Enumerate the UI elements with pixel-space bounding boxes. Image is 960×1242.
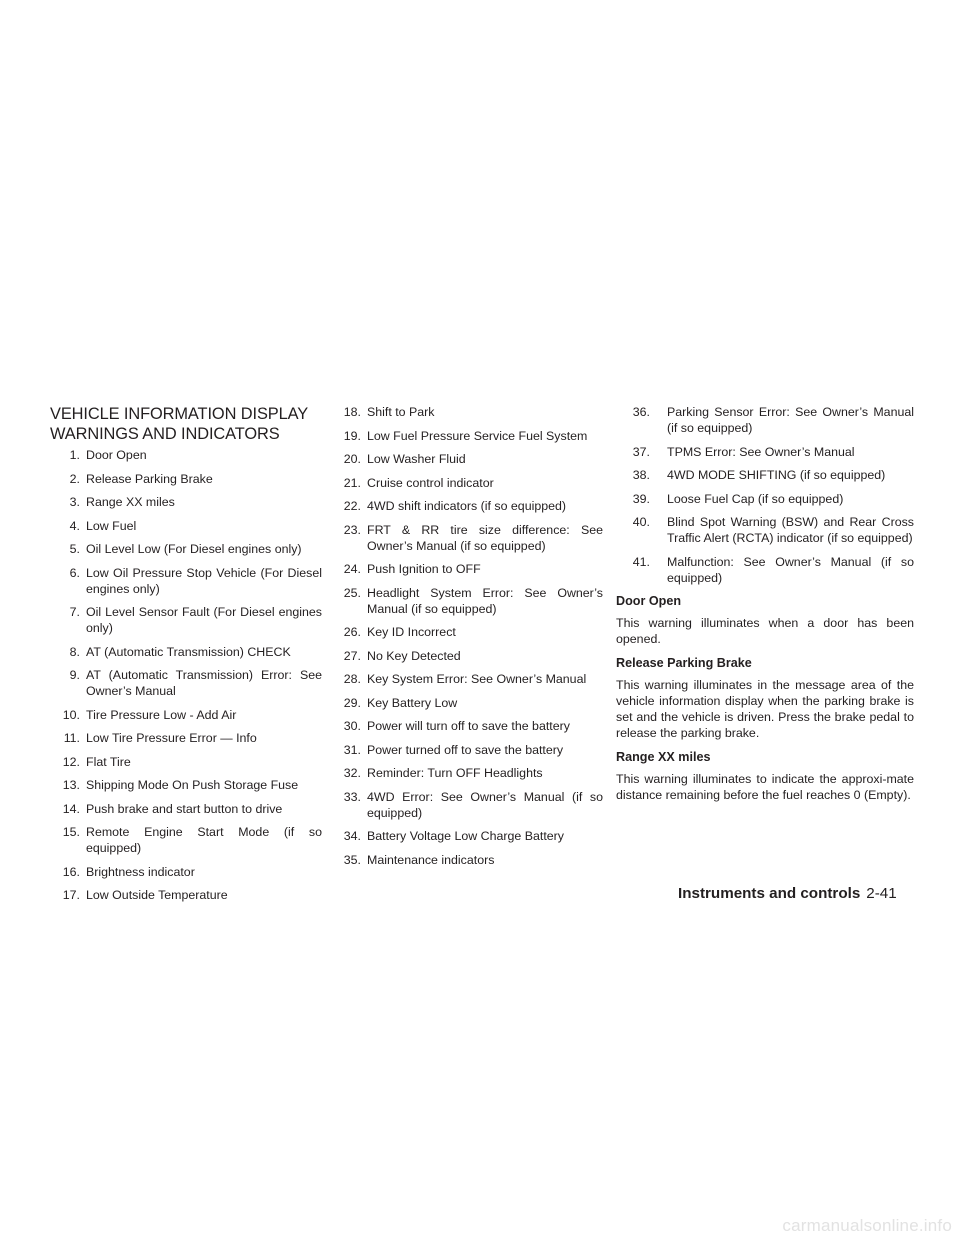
- list-item: [328, 742, 603, 758]
- list-item: [328, 765, 603, 781]
- list-item: [629, 444, 914, 460]
- list-item-text: Blind Spot Warning (BSW) and Rear Cross Traffic Alert (RCTA) indicator (if so equipped): [667, 515, 914, 545]
- list-item-text: Remote Engine Start Mode (if so equipped): [86, 825, 322, 855]
- list-item-text: Low Oil Pressure Stop Vehicle (For Diesel engines only): [86, 565, 322, 596]
- section-title: [50, 404, 322, 444]
- list-item-number: 10.: [62, 707, 80, 722]
- list-item-number: 28.: [343, 672, 361, 686]
- list-item-number: 34.: [343, 829, 361, 843]
- list-item-number: 22.: [343, 499, 361, 513]
- list-item: [328, 695, 603, 711]
- list-item: [328, 789, 603, 821]
- list-item-text: Oil Level Sensor Fault (For Diesel engines only): [86, 605, 322, 635]
- list-item-text: Low Tire Pressure Error — Info: [86, 731, 257, 745]
- list-item-text: Cruise control indicator: [367, 475, 494, 490]
- description-heading: Range XX miles: [616, 750, 711, 764]
- list-item-text: AT (Automatic Transmission) Error: See Owner’s Manual: [86, 668, 322, 698]
- list-item-text: Key System Error: See Owner’s Manual: [367, 672, 587, 686]
- list-item-number: 26.: [343, 625, 361, 639]
- list-item-number: 6.: [69, 565, 80, 580]
- list-item: [328, 648, 603, 664]
- section-title-line: VEHICLE INFORMATION DISPLAY: [50, 405, 309, 423]
- list-item-text: Release Parking Brake: [86, 471, 213, 486]
- list-item: [50, 471, 322, 487]
- list-item-text: TPMS Error: See Owner’s Manual: [667, 444, 855, 459]
- list-item-text: Parking Sensor Error: See Owner’s Manual (if so equipped): [667, 405, 914, 435]
- list-item-text: FRT & RR tire size difference: See Owner’s Manual (if so equipped): [367, 522, 603, 553]
- list-item: [629, 491, 914, 507]
- column-middle: [328, 404, 603, 875]
- list-item-number: 40.: [632, 515, 650, 529]
- list-item-text: Power turned off to save the battery: [367, 742, 564, 757]
- list-item: [50, 604, 322, 636]
- list-item-text: Loose Fuel Cap (if so equipped): [667, 491, 844, 506]
- description-text: This warning illuminates to indicate the approxi-mate distance remaining before the fuel reaches 0 (Empty).: [616, 772, 914, 802]
- list-item-text: Flat Tire: [86, 754, 131, 769]
- list-item-number: 7.: [69, 605, 80, 619]
- list-item: [629, 404, 914, 436]
- list-item-text: Range XX miles: [86, 495, 175, 509]
- list-item-number: 8.: [69, 644, 80, 659]
- list-item: [50, 754, 322, 770]
- list-item-text: Malfunction: See Owner’s Manual (if so equipped): [667, 554, 914, 585]
- list-item-text: Power will turn off to save the battery: [367, 719, 570, 733]
- list-item-number: 37.: [632, 444, 650, 459]
- list-item: [328, 585, 603, 617]
- list-item: [50, 824, 322, 856]
- list-item-number: 2.: [69, 471, 80, 486]
- list-item: [328, 624, 603, 640]
- list-item-text: Battery Voltage Low Charge Battery: [367, 829, 564, 843]
- list-item-text: Low Fuel Pressure Service Fuel System: [367, 428, 588, 443]
- list-item-text: Low Washer Fluid: [367, 452, 466, 466]
- list-item-text: AT (Automatic Transmission) CHECK: [86, 644, 291, 659]
- footer-section-name: Instruments and controls: [678, 885, 861, 902]
- list-item-number: 19.: [343, 428, 361, 443]
- list-item-text: Key ID Incorrect: [367, 625, 456, 639]
- list-item-text: Shipping Mode On Push Storage Fuse: [86, 778, 299, 792]
- list-item: [629, 514, 914, 546]
- list-item: [328, 428, 603, 444]
- list-item-text: 4WD Error: See Owner’s Manual (if so equipped): [367, 789, 603, 820]
- list-item-number: 25.: [343, 585, 361, 600]
- list-item-text: 4WD MODE SHIFTING (if so equipped): [667, 468, 886, 482]
- list-item-text: Reminder: Turn OFF Headlights: [367, 766, 543, 780]
- list-item-number: 9.: [69, 668, 80, 682]
- list-item-number: 20.: [343, 452, 361, 466]
- list-item-number: 5.: [69, 542, 80, 556]
- list-item-number: 12.: [62, 754, 80, 769]
- list-item-text: Low Outside Temperature: [86, 888, 228, 902]
- list-item: [328, 451, 603, 467]
- list-item-number: 30.: [343, 719, 361, 733]
- list-item: [629, 467, 914, 483]
- list-item-number: 35.: [343, 852, 361, 867]
- list-item: [328, 475, 603, 491]
- list-item-number: 15.: [62, 825, 80, 839]
- list-item-text: Push brake and start button to drive: [86, 801, 283, 816]
- list-item: [328, 671, 603, 687]
- list-item-text: Push Ignition to OFF: [367, 562, 481, 576]
- list-item: [328, 852, 603, 868]
- list-item-text: Maintenance indicators: [367, 852, 495, 867]
- list-item: [50, 565, 322, 597]
- list-item-number: 32.: [343, 766, 361, 780]
- watermark: carmanualsonline.info: [782, 1216, 952, 1235]
- list-item-number: 13.: [62, 778, 80, 792]
- list-item-number: 3.: [69, 495, 80, 509]
- list-item: [328, 404, 603, 420]
- page-footer: [678, 884, 897, 904]
- list-item: [50, 541, 322, 557]
- list-item: [328, 498, 603, 514]
- list-item-number: 36.: [632, 405, 650, 419]
- list-item-text: No Key Detected: [367, 648, 461, 663]
- list-item-number: 11.: [63, 731, 80, 745]
- list-item-text: Oil Level Low (For Diesel engines only): [86, 542, 302, 556]
- column-right: [616, 404, 914, 811]
- list-item: [50, 707, 322, 723]
- description-heading: Door Open: [616, 594, 682, 608]
- indicator-list-part-1: [50, 447, 322, 903]
- list-item-number: 23.: [343, 522, 361, 537]
- list-item-number: 27.: [343, 648, 361, 663]
- page-number: 2-41: [866, 885, 897, 902]
- list-item-number: 21.: [343, 475, 361, 490]
- list-item-number: 31.: [343, 742, 361, 757]
- list-item-number: 4.: [69, 518, 80, 533]
- list-item-text: 4WD shift indicators (if so equipped): [367, 499, 567, 513]
- list-item-text: Key Battery Low: [367, 695, 458, 710]
- list-item: [629, 554, 914, 586]
- list-item-number: 38.: [632, 468, 650, 482]
- description-heading: Release Parking Brake: [616, 656, 752, 670]
- section-title-line: WARNINGS AND INDICATORS: [50, 425, 280, 443]
- indicator-list-part-3: [629, 404, 914, 586]
- list-item: [50, 864, 322, 880]
- list-item: [50, 667, 322, 699]
- list-item-text: Tire Pressure Low - Add Air: [86, 707, 237, 722]
- list-item: [328, 561, 603, 577]
- list-item-number: 17.: [62, 888, 80, 902]
- indicator-list-part-2: [328, 404, 603, 868]
- list-item-number: 33.: [343, 789, 361, 804]
- description-text: This warning illuminates when a door has been opened.: [616, 616, 914, 646]
- list-item: [50, 777, 322, 793]
- list-item-number: 18.: [343, 405, 361, 419]
- list-item-number: 1.: [69, 448, 80, 462]
- list-item: [50, 801, 322, 817]
- list-item-number: 16.: [62, 864, 80, 879]
- list-item-number: 29.: [343, 695, 361, 710]
- list-item-number: 24.: [343, 562, 361, 576]
- list-item: [328, 522, 603, 554]
- list-item-text: Headlight System Error: See Owner’s Manual (if so equipped): [367, 585, 603, 616]
- list-item-text: Brightness indicator: [86, 864, 195, 879]
- descriptions: [616, 593, 914, 803]
- list-item: [50, 447, 322, 463]
- list-item: [50, 887, 322, 903]
- list-item: [328, 718, 603, 734]
- description-text: This warning illuminates in the message area of the vehicle information display when the parking brake is set and the vehicle is driven. Press the brake pedal to release the parking brake.: [616, 678, 914, 740]
- list-item-number: 39.: [632, 491, 650, 506]
- list-item-number: 14.: [62, 801, 80, 816]
- list-item: [328, 828, 603, 844]
- list-item: [50, 494, 322, 510]
- list-item-number: 41.: [632, 554, 650, 569]
- list-item: [50, 644, 322, 660]
- list-item: [50, 518, 322, 534]
- column-left: [50, 404, 322, 911]
- list-item-text: Door Open: [86, 448, 147, 462]
- list-item-text: Low Fuel: [86, 518, 137, 533]
- list-item-text: Shift to Park: [367, 405, 435, 419]
- list-item: [50, 730, 322, 746]
